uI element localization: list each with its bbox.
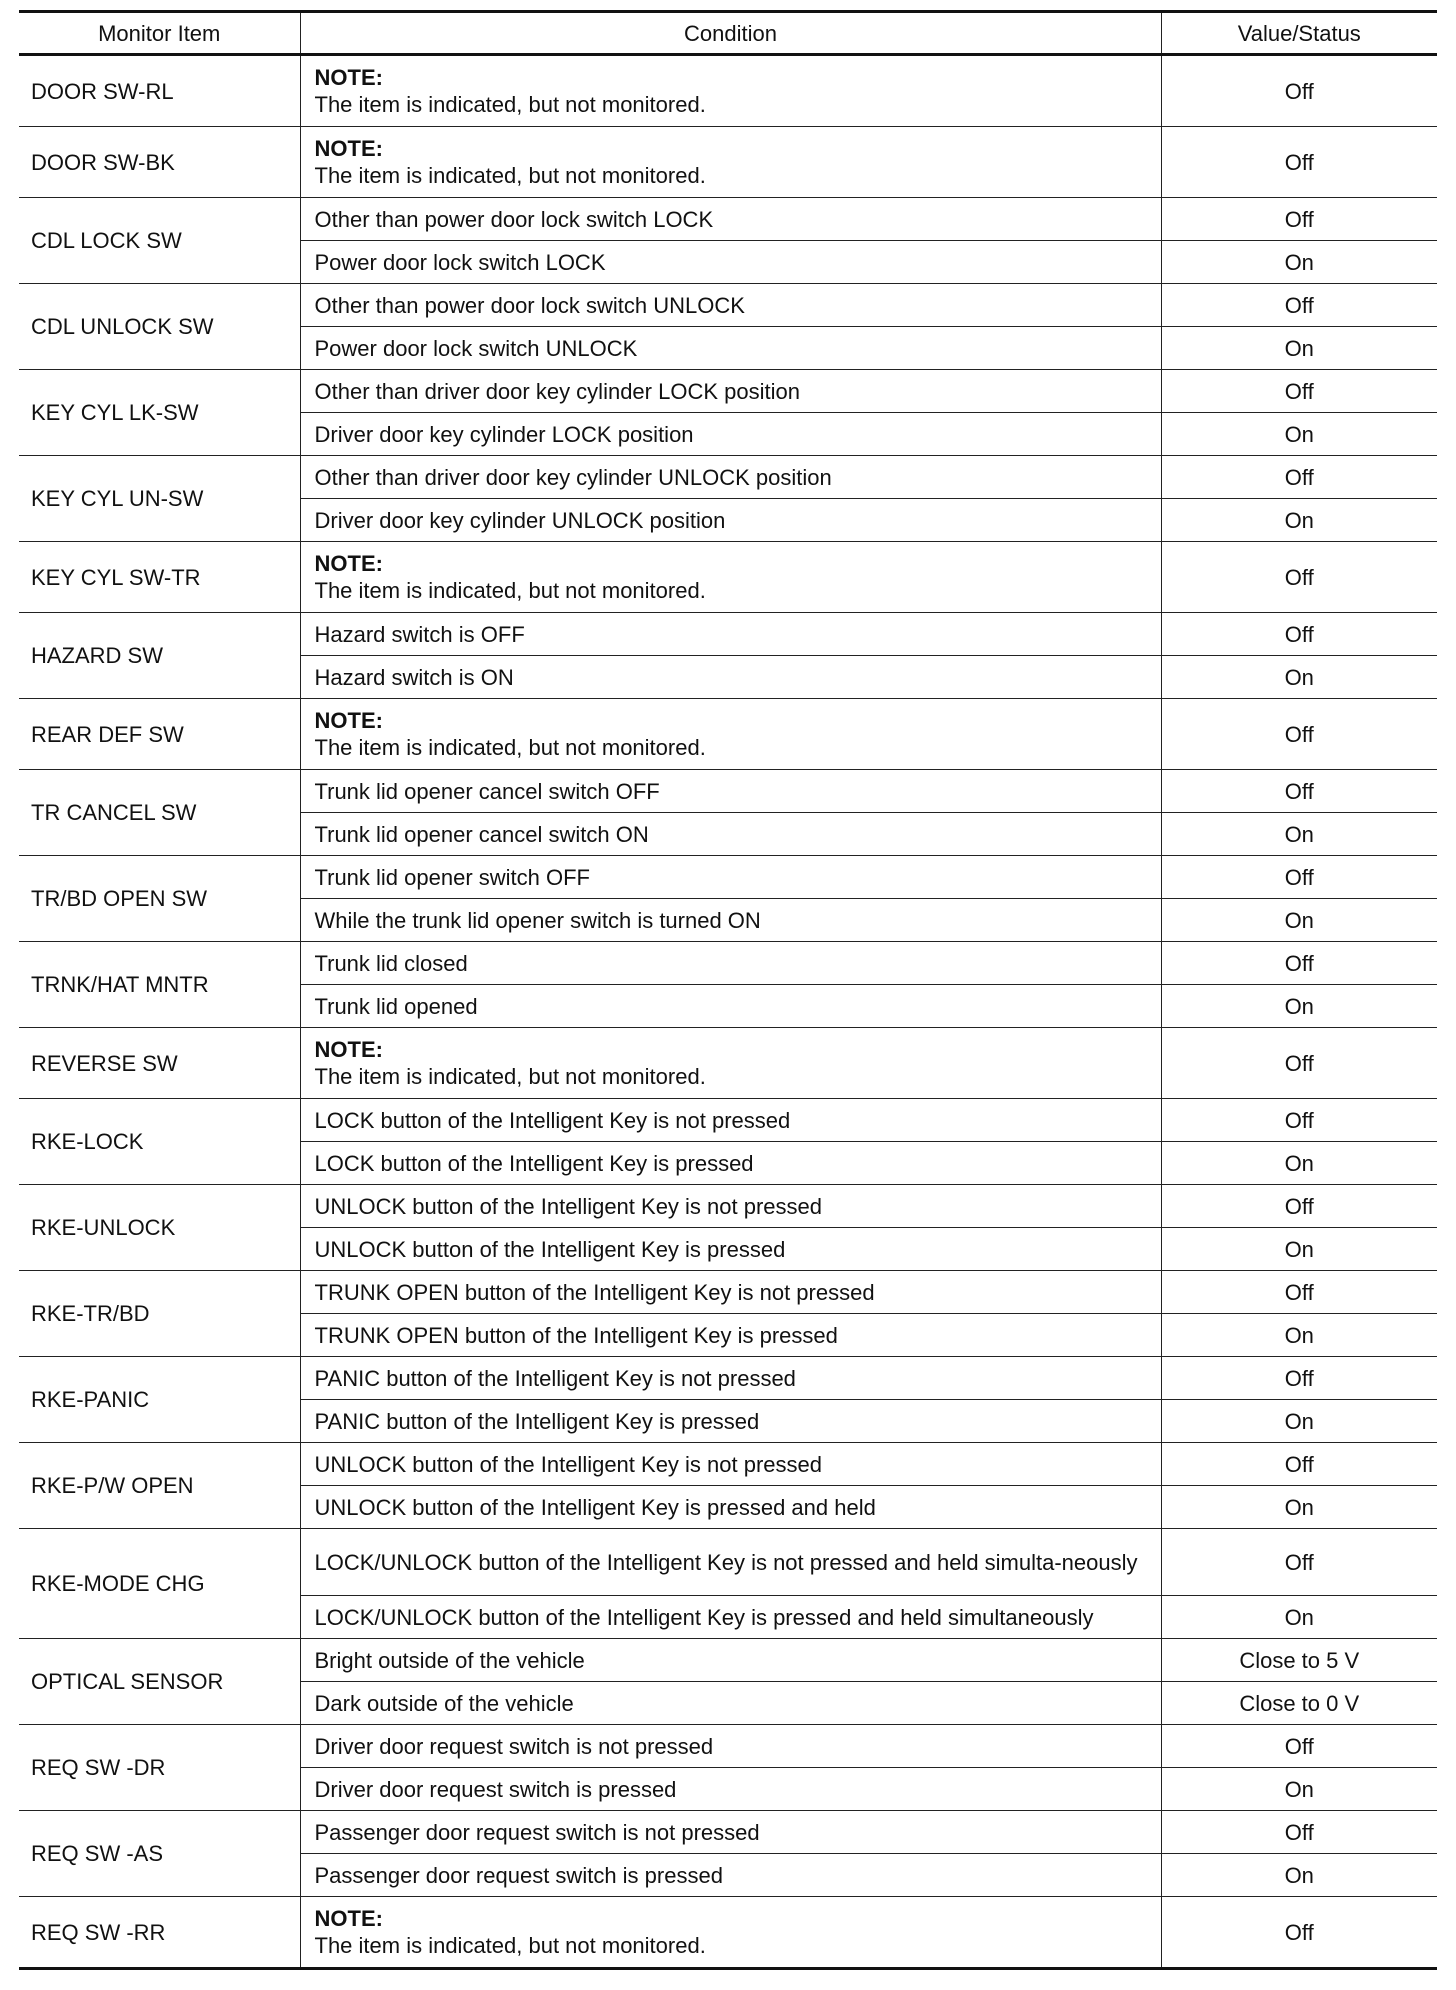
condition-cell: LOCK button of the Intelligent Key is pressed: [300, 1142, 1161, 1185]
value-cell: Off: [1161, 1529, 1437, 1596]
value-cell: Off: [1161, 1725, 1437, 1768]
condition-cell: Passenger door request switch is not pressed: [300, 1811, 1161, 1854]
condition-cell: Power door lock switch LOCK: [300, 241, 1161, 284]
condition-cell: Power door lock switch UNLOCK: [300, 327, 1161, 370]
table-row: [19, 1357, 1437, 1400]
table-row: [19, 370, 1437, 413]
table-row: [19, 613, 1437, 656]
monitor-table-container: [19, 10, 1437, 1970]
condition-cell: PANIC button of the Intelligent Key is not pressed: [300, 1357, 1161, 1400]
monitor-item-cell: CDL LOCK SW: [19, 198, 300, 284]
monitor-item-cell: HAZARD SW: [19, 613, 300, 699]
monitor-item-cell: REQ SW -RR: [19, 1897, 300, 1969]
value-cell: Off: [1161, 370, 1437, 413]
table-row: [19, 1725, 1437, 1768]
monitor-item-table: [19, 10, 1437, 1970]
value-cell: Off: [1161, 770, 1437, 813]
condition-cell: Dark outside of the vehicle: [300, 1682, 1161, 1725]
monitor-item-cell: REQ SW -AS: [19, 1811, 300, 1897]
value-cell: Off: [1161, 55, 1437, 127]
table-row: [19, 699, 1437, 770]
condition-cell: Trunk lid opener switch OFF: [300, 856, 1161, 899]
table-body: [19, 55, 1437, 1969]
condition-cell: Other than power door lock switch LOCK: [300, 198, 1161, 241]
condition-cell: Driver door request switch is not pressed: [300, 1725, 1161, 1768]
table-row: [19, 1897, 1437, 1969]
header-value-status: Value/Status: [1161, 12, 1437, 55]
condition-cell: Other than power door lock switch UNLOCK: [300, 284, 1161, 327]
condition-cell: TRUNK OPEN button of the Intelligent Key is not pressed: [300, 1271, 1161, 1314]
note-text: The item is indicated, but not monitored.: [314, 163, 706, 188]
condition-cell: UNLOCK button of the Intelligent Key is not pressed: [300, 1443, 1161, 1486]
value-cell: On: [1161, 1486, 1437, 1529]
monitor-item-cell: RKE-LOCK: [19, 1099, 300, 1185]
condition-cell: Other than driver door key cylinder UNLOCK position: [300, 456, 1161, 499]
monitor-item-cell: DOOR SW-RL: [19, 55, 300, 127]
monitor-item-cell: OPTICAL SENSOR: [19, 1639, 300, 1725]
value-cell: On: [1161, 985, 1437, 1028]
value-cell: Off: [1161, 542, 1437, 613]
condition-cell: TRUNK OPEN button of the Intelligent Key is pressed: [300, 1314, 1161, 1357]
monitor-item-cell: KEY CYL UN-SW: [19, 456, 300, 542]
condition-cell: UNLOCK button of the Intelligent Key is not pressed: [300, 1185, 1161, 1228]
table-row: [19, 770, 1437, 813]
note-label: NOTE:: [314, 551, 383, 576]
monitor-item-cell: REVERSE SW: [19, 1028, 300, 1099]
monitor-item-cell: RKE-PANIC: [19, 1357, 300, 1443]
value-cell: On: [1161, 413, 1437, 456]
table-row: [19, 284, 1437, 327]
note-label: NOTE:: [314, 1037, 383, 1062]
monitor-item-cell: RKE-MODE CHG: [19, 1529, 300, 1639]
table-row: [19, 198, 1437, 241]
table-header: [19, 12, 1437, 55]
table-row: [19, 542, 1437, 613]
value-cell: Off: [1161, 198, 1437, 241]
monitor-item-cell: REQ SW -DR: [19, 1725, 300, 1811]
value-cell: Close to 5 V: [1161, 1639, 1437, 1682]
monitor-item-cell: REAR DEF SW: [19, 699, 300, 770]
condition-cell: Trunk lid opened: [300, 985, 1161, 1028]
table-row: [19, 1099, 1437, 1142]
condition-cell: LOCK/UNLOCK button of the Intelligent Key is not pressed and held simulta-neously: [300, 1529, 1161, 1596]
monitor-item-cell: KEY CYL SW-TR: [19, 542, 300, 613]
condition-cell: Other than driver door key cylinder LOCK position: [300, 370, 1161, 413]
value-cell: Off: [1161, 942, 1437, 985]
value-cell: On: [1161, 1768, 1437, 1811]
condition-cell: [300, 542, 1161, 613]
value-cell: Off: [1161, 1271, 1437, 1314]
monitor-item-cell: KEY CYL LK-SW: [19, 370, 300, 456]
note-label: NOTE:: [314, 136, 383, 161]
condition-cell: Trunk lid closed: [300, 942, 1161, 985]
value-cell: On: [1161, 327, 1437, 370]
condition-cell: PANIC button of the Intelligent Key is pressed: [300, 1400, 1161, 1443]
condition-cell: [300, 1028, 1161, 1099]
value-cell: Off: [1161, 1897, 1437, 1969]
value-cell: Close to 0 V: [1161, 1682, 1437, 1725]
note-text: The item is indicated, but not monitored.: [314, 1064, 706, 1089]
condition-cell: Trunk lid opener cancel switch OFF: [300, 770, 1161, 813]
table-row: [19, 1443, 1437, 1486]
value-cell: On: [1161, 1596, 1437, 1639]
condition-cell: [300, 699, 1161, 770]
table-row: [19, 942, 1437, 985]
condition-cell: Passenger door request switch is pressed: [300, 1854, 1161, 1897]
table-row: [19, 1028, 1437, 1099]
condition-cell: UNLOCK button of the Intelligent Key is pressed and held: [300, 1486, 1161, 1529]
value-cell: Off: [1161, 613, 1437, 656]
note-text: The item is indicated, but not monitored.: [314, 578, 706, 603]
value-cell: On: [1161, 1228, 1437, 1271]
table-row: [19, 1811, 1437, 1854]
note-label: NOTE:: [314, 708, 383, 733]
condition-cell: Hazard switch is OFF: [300, 613, 1161, 656]
note-label: NOTE:: [314, 65, 383, 90]
value-cell: Off: [1161, 1185, 1437, 1228]
value-cell: On: [1161, 1314, 1437, 1357]
value-cell: On: [1161, 1400, 1437, 1443]
monitor-item-cell: TR/BD OPEN SW: [19, 856, 300, 942]
table-row: [19, 1529, 1437, 1596]
monitor-item-cell: RKE-TR/BD: [19, 1271, 300, 1357]
value-cell: On: [1161, 899, 1437, 942]
condition-cell: UNLOCK button of the Intelligent Key is pressed: [300, 1228, 1161, 1271]
header-condition: Condition: [300, 12, 1161, 55]
condition-cell: Hazard switch is ON: [300, 656, 1161, 699]
condition-cell: Driver door key cylinder LOCK position: [300, 413, 1161, 456]
table-row: [19, 856, 1437, 899]
monitor-item-cell: DOOR SW-BK: [19, 127, 300, 198]
note-label: NOTE:: [314, 1906, 383, 1931]
monitor-item-cell: RKE-UNLOCK: [19, 1185, 300, 1271]
condition-cell: Trunk lid opener cancel switch ON: [300, 813, 1161, 856]
condition-cell: While the trunk lid opener switch is turned ON: [300, 899, 1161, 942]
condition-cell: LOCK/UNLOCK button of the Intelligent Key is pressed and held simultaneously: [300, 1596, 1161, 1639]
value-cell: Off: [1161, 1028, 1437, 1099]
value-cell: Off: [1161, 1099, 1437, 1142]
value-cell: Off: [1161, 1443, 1437, 1486]
table-row: [19, 456, 1437, 499]
condition-cell: Driver door request switch is pressed: [300, 1768, 1161, 1811]
value-cell: On: [1161, 656, 1437, 699]
condition-cell: [300, 1897, 1161, 1969]
value-cell: On: [1161, 1854, 1437, 1897]
note-text: The item is indicated, but not monitored.: [314, 92, 706, 117]
value-cell: Off: [1161, 1357, 1437, 1400]
condition-cell: LOCK button of the Intelligent Key is not pressed: [300, 1099, 1161, 1142]
value-cell: On: [1161, 813, 1437, 856]
value-cell: Off: [1161, 127, 1437, 198]
value-cell: On: [1161, 1142, 1437, 1185]
table-row: [19, 1639, 1437, 1682]
condition-cell: [300, 127, 1161, 198]
value-cell: Off: [1161, 284, 1437, 327]
value-cell: Off: [1161, 1811, 1437, 1854]
condition-cell: [300, 55, 1161, 127]
value-cell: On: [1161, 499, 1437, 542]
note-text: The item is indicated, but not monitored.: [314, 735, 706, 760]
value-cell: On: [1161, 241, 1437, 284]
monitor-item-cell: RKE-P/W OPEN: [19, 1443, 300, 1529]
header-monitor-item: Monitor Item: [19, 12, 300, 55]
table-row: [19, 127, 1437, 198]
value-cell: Off: [1161, 856, 1437, 899]
table-row: [19, 1185, 1437, 1228]
table-row: [19, 1271, 1437, 1314]
condition-cell: Driver door key cylinder UNLOCK position: [300, 499, 1161, 542]
value-cell: Off: [1161, 699, 1437, 770]
note-text: The item is indicated, but not monitored.: [314, 1933, 706, 1958]
monitor-item-cell: TR CANCEL SW: [19, 770, 300, 856]
value-cell: Off: [1161, 456, 1437, 499]
table-row: [19, 55, 1437, 127]
monitor-item-cell: TRNK/HAT MNTR: [19, 942, 300, 1028]
monitor-item-cell: CDL UNLOCK SW: [19, 284, 300, 370]
condition-cell: Bright outside of the vehicle: [300, 1639, 1161, 1682]
